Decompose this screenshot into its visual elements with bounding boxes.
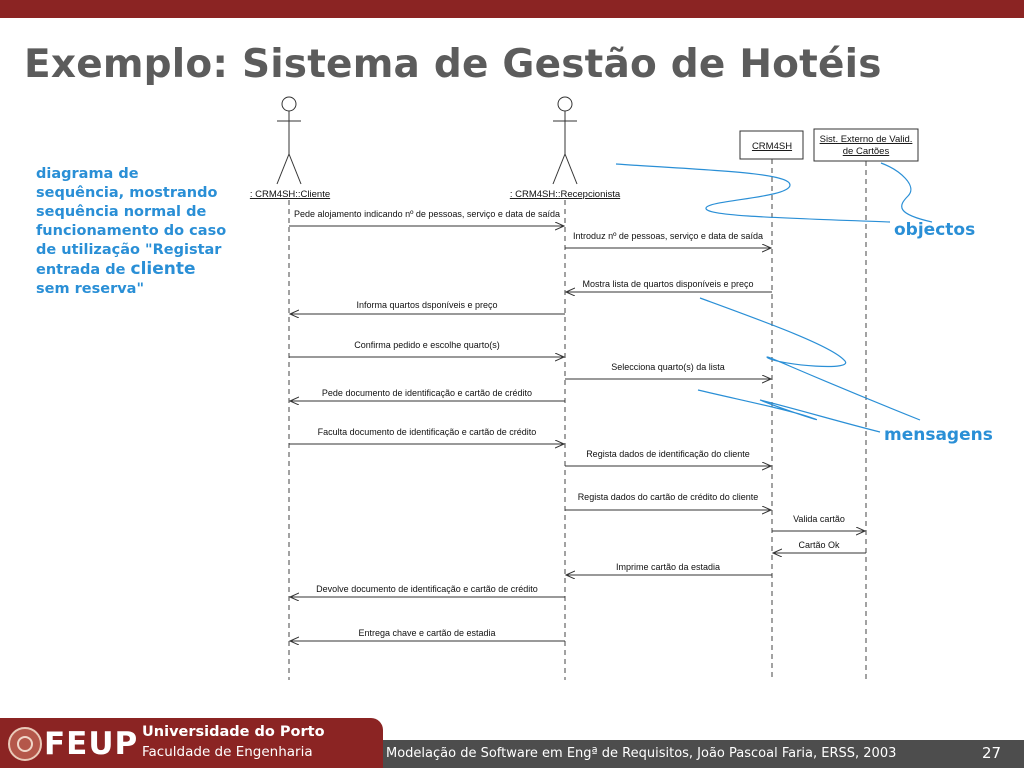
message (290, 628, 565, 641)
object-label: Sist. Externo de Valid. (819, 134, 913, 145)
message-label: Cartão Ok (798, 540, 840, 550)
message-label: Regista dados de identificação do cliente (586, 449, 750, 459)
description-line: funcionamento do caso (36, 223, 227, 239)
message-label: Imprime cartão da estadia (615, 562, 721, 572)
message (566, 279, 772, 292)
message (290, 388, 565, 401)
footer-logo-text: FEUP (44, 726, 139, 762)
message-label: Pede alojamento indicando nº de pessoas, serviço e data de saída (294, 209, 560, 219)
messages-callout-label: mensagens (884, 425, 993, 445)
message-label: Confirma pedido e escolhe quarto(s) (354, 340, 500, 350)
description-line: sequência normal de (36, 204, 207, 220)
objects-annotation-curve (881, 163, 932, 222)
page-number: 27 (982, 744, 1002, 762)
message (289, 209, 564, 226)
message (565, 449, 771, 466)
footer-university: Universidade do Porto (142, 724, 325, 740)
message (566, 562, 772, 575)
message (773, 540, 866, 553)
actor-label: : CRM4SH::Cliente (249, 189, 331, 200)
actor-stick-figure (277, 97, 301, 184)
message (565, 492, 771, 510)
message (290, 584, 565, 597)
description-line: sem reserva" (36, 281, 145, 297)
messages-annotation-curve (698, 390, 880, 432)
actor-stick-figure (553, 97, 577, 184)
description-line: de utilização "Registar (36, 242, 222, 258)
message-label: Selecciona quarto(s) da lista (611, 362, 725, 372)
description-emphasis: cliente (130, 259, 196, 279)
message-label: Entrega chave e cartão de estadia (358, 628, 496, 638)
message-label: Introduz nº de pessoas, serviço e data de saída (573, 231, 763, 241)
message (290, 300, 565, 314)
university-seal-icon (8, 727, 42, 761)
message-label: Pede documento de identificação e cartão de crédito (321, 388, 533, 398)
description-line: diagrama de (36, 166, 139, 182)
message-label: Valida cartão (793, 514, 845, 524)
footer-course-info: Modelação de Software em Engª de Requisitos, João Pascoal Faria, ERSS, 2003 (386, 746, 897, 761)
message-label: Informa quartos dsponíveis e preço (356, 300, 498, 310)
message-label: Mostra lista de quartos disponíveis e preço (582, 279, 754, 289)
footer-faculty: Faculdade de Engenharia (142, 744, 313, 760)
description-text: entrada de (36, 262, 126, 278)
message (565, 231, 771, 248)
slide-title: Exemplo: Sistema de Gestão de Hotéis (24, 42, 882, 87)
objects-annotation-curve (616, 164, 890, 222)
message (772, 514, 865, 531)
message-label: Faculta documento de identificação e cartão de crédito (317, 427, 537, 437)
description-line: sequência, mostrando (36, 185, 218, 201)
message (565, 362, 771, 379)
message-label: Devolve documento de identificação e cartão de crédito (316, 584, 538, 594)
message (289, 427, 564, 444)
object-label: de Cartões (842, 146, 890, 157)
objects-callout-label: objectos (894, 220, 976, 240)
object-label: CRM4SH (751, 141, 793, 152)
actor-label: : CRM4SH::Recepcionista (509, 189, 621, 200)
message (289, 340, 564, 357)
message-label: Regista dados do cartão de crédito do cliente (577, 492, 759, 502)
messages-annotation-curve (700, 298, 920, 420)
